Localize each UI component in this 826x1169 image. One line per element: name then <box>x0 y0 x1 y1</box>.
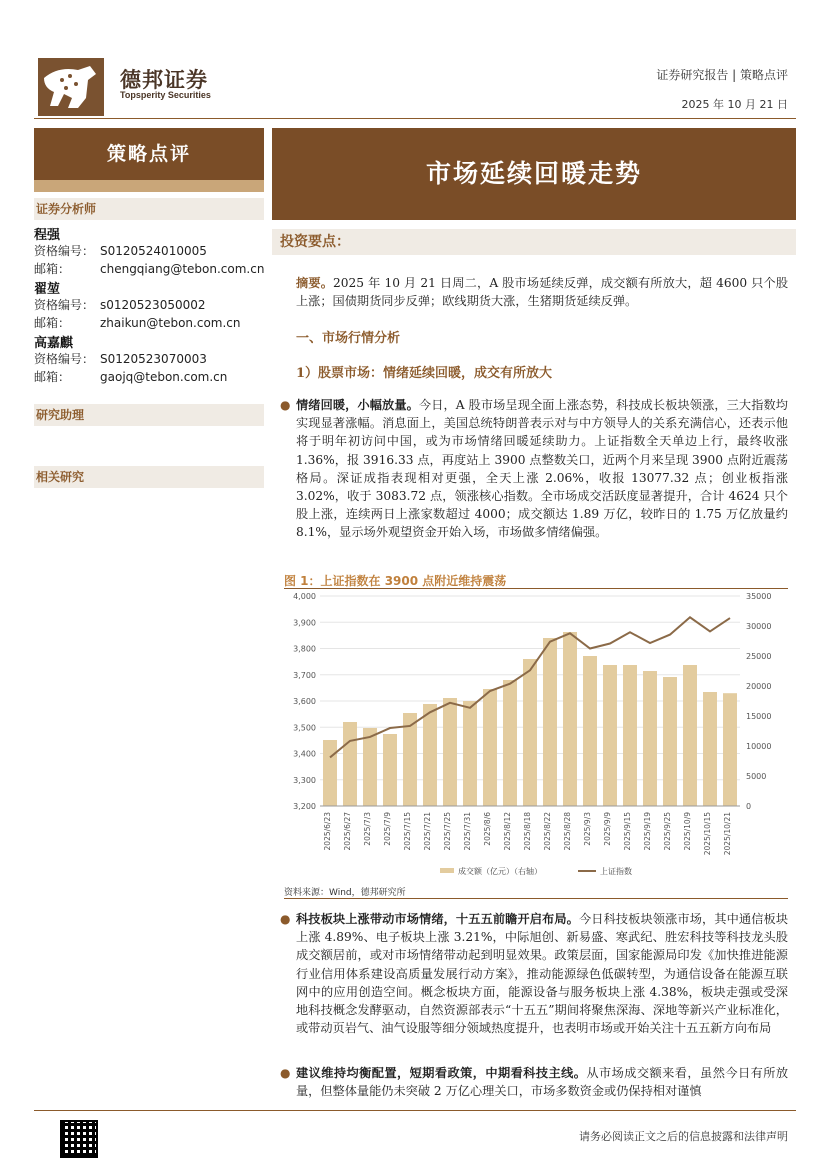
analyst-cert: 资格编号： s0120523050002 <box>34 298 206 312</box>
analyst-name: 程强 <box>34 228 61 243</box>
figure-source: 资料来源：Wind，德邦研究所 <box>284 888 406 898</box>
bar <box>583 656 597 806</box>
y-tick-left: 3,300 <box>293 775 316 785</box>
footer-disclaimer: 请务必阅读正文之后的信息披露和法律声明 <box>579 1130 788 1143</box>
header-divider <box>34 118 796 119</box>
x-tick: 2025/8/22 <box>543 812 552 851</box>
x-tick: 2025/7/3 <box>363 812 372 846</box>
x-tick: 2025/8/28 <box>563 812 572 851</box>
bar <box>683 665 697 806</box>
analyst-cert: 资格编号： S0120523070003 <box>34 352 207 366</box>
y-tick-left: 3,700 <box>293 670 316 680</box>
analyst-name: 翟堃 <box>34 282 61 297</box>
figure-bottom-divider <box>284 898 788 899</box>
qr-code-icon <box>60 1120 98 1158</box>
y-tick-left: 4,000 <box>293 592 316 601</box>
bar <box>543 638 557 806</box>
y-tick-right: 5000 <box>746 772 767 781</box>
section-heading: 一、市场行情分析 <box>296 331 401 346</box>
assistant-heading: 研究助理 <box>34 404 264 426</box>
bar <box>663 677 677 806</box>
bullet-icon: ● <box>280 1066 291 1080</box>
bar <box>723 693 737 806</box>
bar <box>363 728 377 806</box>
x-tick: 2025/7/25 <box>443 812 452 851</box>
x-tick: 2025/9/15 <box>623 812 632 851</box>
logo-icon <box>38 58 104 116</box>
bar <box>703 692 717 806</box>
chart <box>280 588 790 884</box>
y-tick-left: 3,600 <box>293 697 316 706</box>
bar <box>383 734 397 806</box>
paragraph-3: 建议维持均衡配置，短期看政策，中期看科技主线。从市场成交额来看，虽然今日有所放量，但整体量能仍未突破 2 万亿心理关口，市场多数资金或仍保持相对谨慎 <box>296 1066 789 1099</box>
y-tick-right: 10000 <box>746 742 772 751</box>
bullet-icon: ● <box>280 398 291 412</box>
x-tick: 2025/7/15 <box>403 812 412 851</box>
bullet-icon: ● <box>280 912 291 926</box>
x-tick: 2025/8/18 <box>523 812 532 851</box>
category-box <box>34 128 264 192</box>
analyst-email[interactable]: 邮箱： chengqiang@tebon.com.cn <box>34 262 265 276</box>
y-tick-left: 3,200 <box>293 802 316 811</box>
paragraph-2: 科技板块上涨带动市场情绪，十五五前瞻开启布局。今日科技板块领涨市场，其中通信板块上涨 4.89%、电子板块上涨 3.21%，中际旭创、新易盛、寒武纪、胜宏科技等科技龙头股成交额居前，或对市场情绪带动起到明显效果。政策层面，国家能源局印发《加快推进能源行业信用体系建设高质量发展行动方案》，推动能源绿色低碳转型，为通信设备在能源互联网中的应用创造空间。概念板块方面，能源设备与服务板块上涨 4.38%，板块走强或受深地科技概念发酵驱动，自然资源部表示“十五五”期间将聚焦深海、深地等新兴产业标准化，或带动页岩气、油气设服等细分领域热度提升，也表明市场或开始关注十五五新方向布局 <box>296 912 789 1036</box>
bar <box>503 680 517 806</box>
report-type: 证券研究报告 | 策略点评 <box>656 68 788 82</box>
bar <box>483 689 497 806</box>
bar <box>323 740 337 806</box>
y-tick-right: 15000 <box>746 712 772 721</box>
bar <box>463 701 477 806</box>
logo-subtext: Topsperity Securities <box>120 90 211 100</box>
bar <box>623 665 637 806</box>
x-tick: 2025/8/6 <box>483 812 492 846</box>
x-tick: 2025/6/23 <box>323 812 332 851</box>
x-tick: 2025/6/27 <box>343 812 352 851</box>
report-title: 市场延续回暖走势 <box>425 159 642 188</box>
x-tick: 2025/10/9 <box>683 812 692 851</box>
x-tick: 2025/7/21 <box>423 812 432 851</box>
y-tick-left: 3,900 <box>293 618 316 628</box>
related-heading: 相关研究 <box>34 466 264 488</box>
analyst-email[interactable]: 邮箱： zhaikun@tebon.com.cn <box>34 316 241 330</box>
x-tick: 2025/9/3 <box>583 812 592 846</box>
bar <box>563 632 577 806</box>
bar <box>443 698 457 806</box>
analyst-email[interactable]: 邮箱： gaojq@tebon.com.cn <box>34 370 228 384</box>
report-date: 2025 年 10 月 21 日 <box>681 98 788 111</box>
y-tick-right: 25000 <box>746 652 772 661</box>
x-tick: 2025/7/9 <box>383 812 392 846</box>
bar <box>523 659 537 806</box>
x-tick: 2025/9/25 <box>663 812 672 851</box>
legend-swatch <box>440 868 454 873</box>
analyst-heading: 证券分析师 <box>34 198 264 220</box>
y-tick-right: 30000 <box>746 622 772 631</box>
y-tick-left: 3,400 <box>293 749 316 759</box>
bar <box>423 704 437 806</box>
title-box <box>272 128 796 220</box>
paragraph-1: 情绪回暖，小幅放量。今日，A 股市场呈现全面上涨态势，科技成长板块领涨，三大指数均实现显著涨幅。消息面上，美国总统特朗普表示对与中方领导人的关系充满信心，还表示他将于明年初访问中国，或为市场情绪回暖延续助力。上证指数全天单边上行，最终收涨 1.36%，报 3916.33 点，再度站上 3900 点整数关口，近两个月来呈现 3900 点附近震荡格局。深证成指表现相对更强，全天上涨 2.06%，收报 13077.32 点；创业板指涨 3.02%，收于 3083.72 点，领涨核心指数。全市场成交活跃度显著提升，合计 4624 只个股上涨，连续两日上涨家数超过 4000；成交额达 1.89 万亿，较昨日的 1.75 万亿放量约 8.1%，显示场外观望资金开始入场，市场做多情绪偏强。 <box>296 398 788 540</box>
subsection-heading: 1）股票市场：情绪延续回暖，成交有所放大 <box>296 366 553 381</box>
x-tick: 2025/8/12 <box>503 812 512 851</box>
bar <box>343 722 357 806</box>
legend-label: 成交额（亿元）（右轴） <box>458 867 542 876</box>
x-tick: 2025/10/15 <box>703 812 712 856</box>
category-label: 策略点评 <box>106 143 191 165</box>
logo-text: 德邦证券 <box>120 68 208 92</box>
x-tick: 2025/9/19 <box>643 812 652 851</box>
y-tick-left: 3,500 <box>293 723 316 733</box>
analyst-name: 高嘉麒 <box>34 336 74 351</box>
analyst-cert: 资格编号： S0120524010005 <box>34 244 207 258</box>
y-tick-right: 0 <box>746 802 752 811</box>
figure-title: 图 1：上证指数在 3900 点附近维持震荡 <box>284 574 507 588</box>
bar <box>603 665 617 806</box>
x-tick: 2025/10/21 <box>723 812 732 856</box>
y-tick-left: 3,800 <box>293 644 316 654</box>
bar <box>643 671 657 806</box>
x-tick: 2025/9/9 <box>603 812 612 846</box>
legend-label: 上证指数 <box>600 867 632 876</box>
footer-divider <box>34 1110 796 1111</box>
invest-heading: 投资要点： <box>272 229 796 255</box>
y-tick-right: 20000 <box>746 682 772 691</box>
y-tick-right: 35000 <box>746 592 772 601</box>
x-tick: 2025/7/31 <box>463 812 472 851</box>
summary-paragraph: 摘要。2025 年 10 月 21 日周二，A 股市场延续反弹，成交额有所放大，超 4600 只个股上涨；国债期货同步反弹；欧线期货大涨，生猪期货延续反弹。 <box>296 276 789 309</box>
